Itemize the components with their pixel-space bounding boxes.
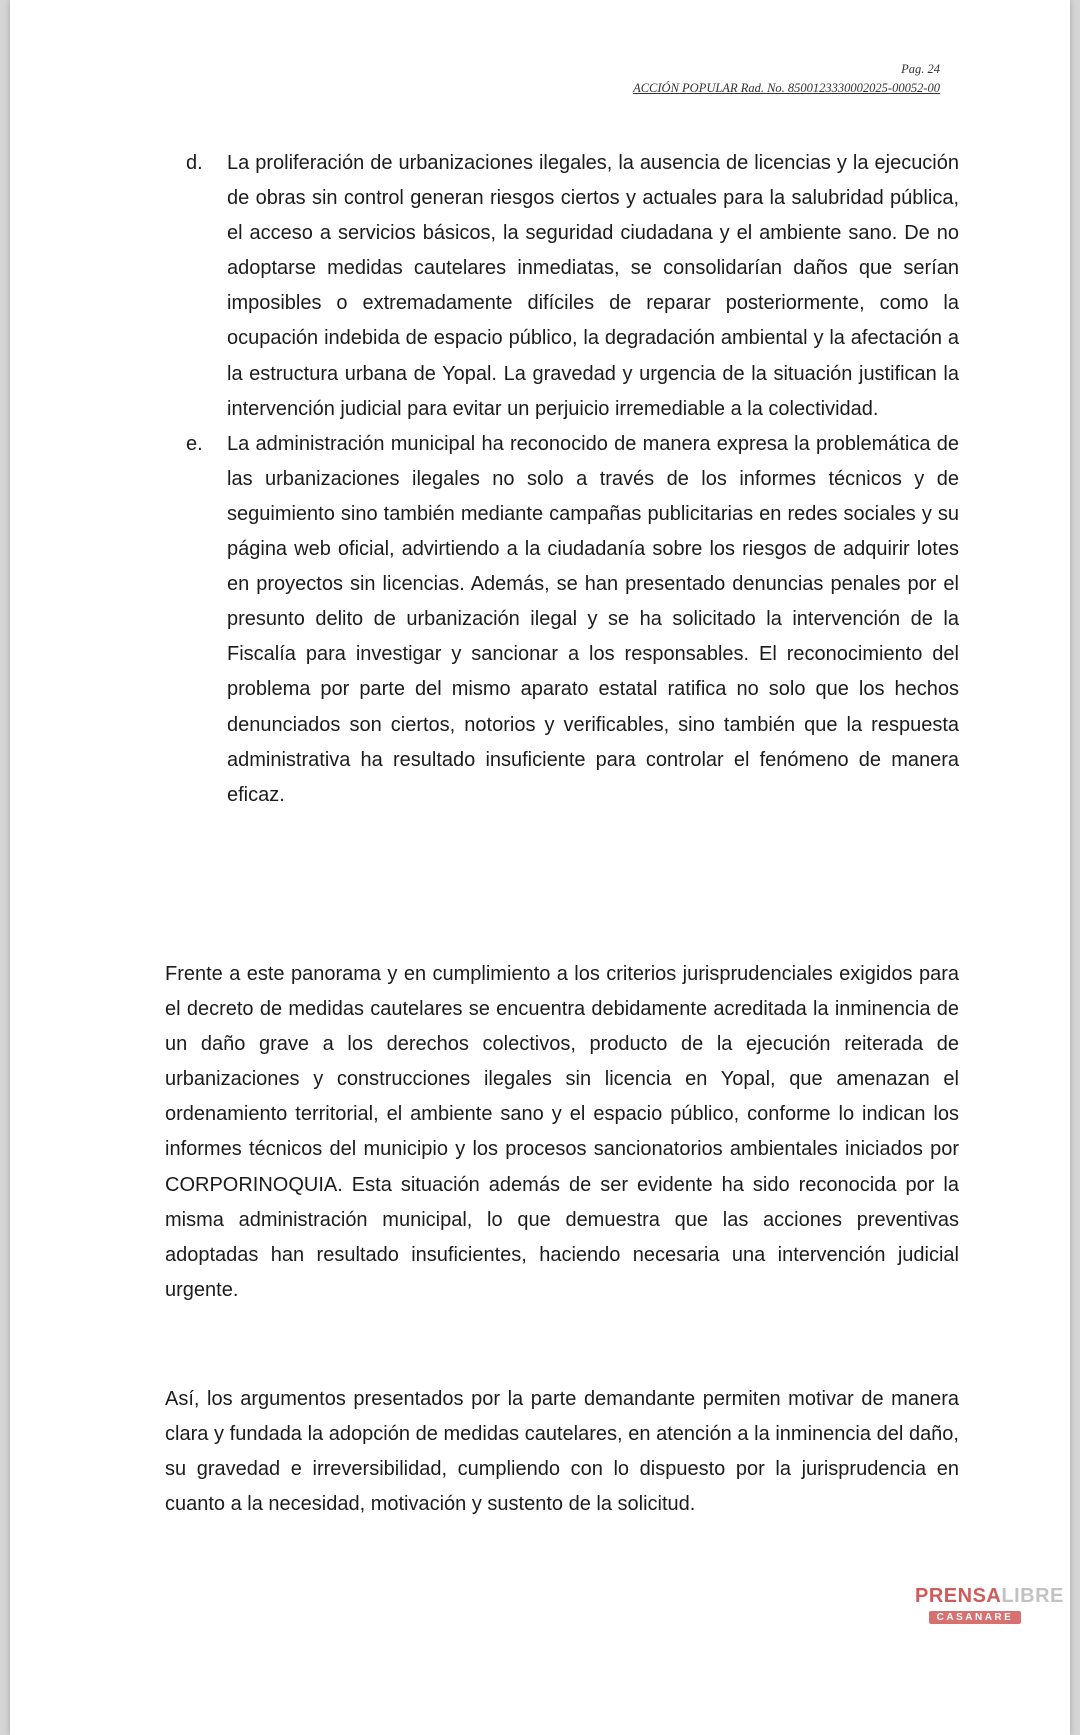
list-item <box>186 427 959 813</box>
lettered-list <box>186 146 959 813</box>
watermark-logo <box>915 1585 1064 1625</box>
watermark-subtitle: CASANARE <box>929 1611 1022 1624</box>
page-number: Pag. 24 <box>901 62 940 76</box>
list-item-text: La proliferación de urbanizaciones ilegales, la ausencia de licencias y la ejecución de obras sin control generan riesgos ciertos y actuales para la salubridad pública, el acceso a servicios básicos, la seguridad ciudadana y el ambiente sano. De no adoptarse medidas cautelares inmediatas, se consolidarían daños que serían imposibles o extremadamente difíciles de reparar posteriormente, como la ocupación indebida de espacio público, la degradación ambiental y la afectación a la estructura urbana de Yopal. La gravedad y urgencia de la situación justifican la intervención judicial para evitar un perjuicio irremediable a la colectividad. <box>227 152 959 420</box>
watermark-word-2: LIBRE <box>1001 1585 1064 1607</box>
list-item <box>186 146 959 427</box>
watermark-word-1: PRENSA <box>915 1585 1002 1607</box>
list-item-text: La administración municipal ha reconocido de manera expresa la problemática de las urbanizaciones ilegales no solo a través de los informes técnicos y de seguimiento sino también mediante campañas publicitarias en redes sociales y su página web oficial, advirtiendo a la ciudadanía sobre los riesgos de adquirir lotes en proyectos sin licencias. Además, se han presentado denuncias penales por el presunto delito de urbanización ilegal y se ha solicitado la intervención de la Fiscalía para investigar y sancionar a los responsables. El reconocimiento del problema por parte del mismo aparato estatal ratifica no solo que los hechos denunciados son ciertos, notorios y verificables, sino también que la respuesta administrativa ha resultado insuficiente para controlar el fenómeno de manera eficaz. <box>227 432 959 806</box>
body-paragraph: Frente a este panorama y en cumplimiento a los criterios jurisprudenciales exigidos para el decreto de medidas cautelares se encuentra debidamente acreditada la inminencia de un daño grave a los derechos colectivos, producto de la ejecución reiterada de urbanizaciones y construcciones ilegales sin licencia en Yopal, que amenazan el ordenamiento territorial, el ambiente sano y el espacio público, conforme lo indican los informes técnicos del municipio y los procesos sancionatorios ambientales iniciados por CORPORINOQUIA. Esta situación además de ser evidente ha sido reconocida por la misma administración municipal, lo que demuestra que las acciones preventivas adoptadas han resultado insuficientes, haciendo necesaria una intervención judicial urgente. <box>165 963 959 1301</box>
case-reference: ACCIÓN POPULAR Rad. No. 8500123330002025-00052-00 <box>633 81 940 95</box>
page-header <box>633 60 940 98</box>
document-page <box>10 0 1070 1735</box>
list-marker: d. <box>186 152 203 174</box>
list-marker: e. <box>186 432 203 455</box>
body-paragraph: Así, los argumentos presentados por la parte demandante permiten motivar de manera clara y fundada la adopción de medidas cautelares, en atención a la inminencia del daño, su gravedad e irreversibilidad, cumpliendo con lo dispuesto por la jurisprudencia en cuanto a la necesidad, motivación y sustento de la solicitud. <box>165 1388 959 1516</box>
